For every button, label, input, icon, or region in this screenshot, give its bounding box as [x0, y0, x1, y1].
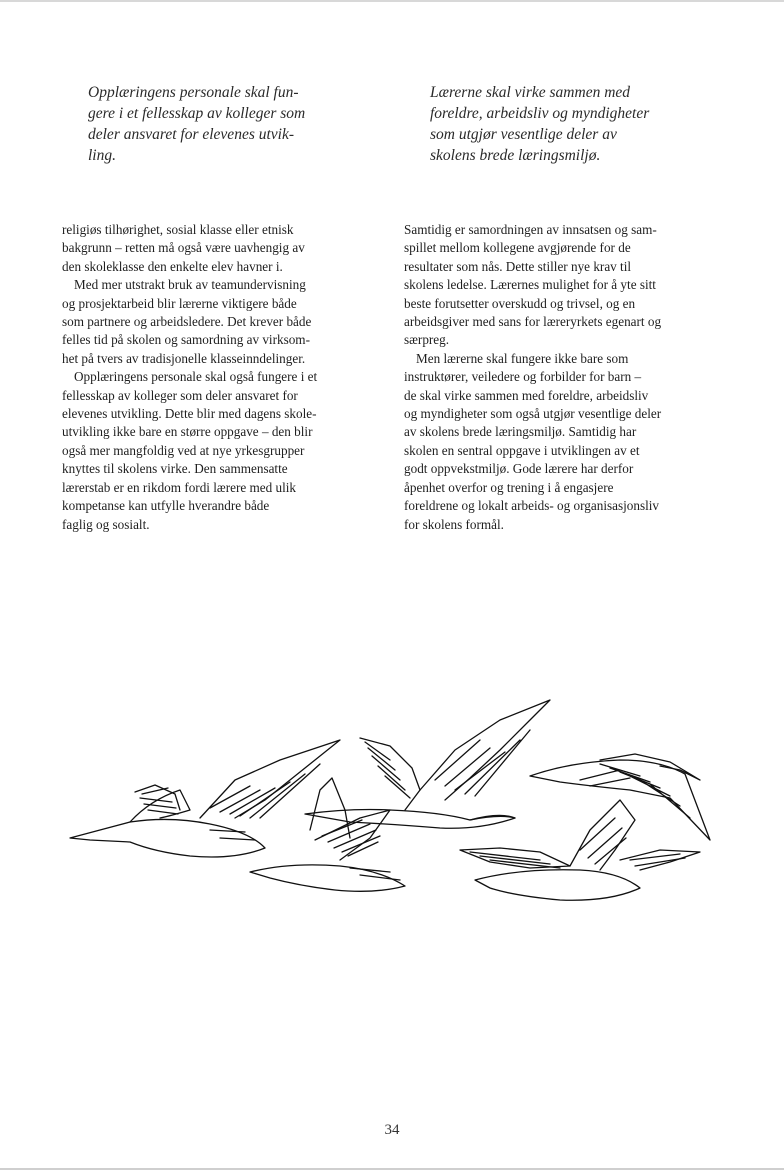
body-line: fellesskap av kolleger som deler ansvaret for	[62, 387, 298, 403]
body-line: lærerstab er en rikdom fordi lærere med ulik	[62, 479, 297, 495]
body-line: spillet mellom kollegene avgjørende for de	[404, 240, 631, 256]
body-line: felles tid på skolen og samordning av virksom-	[62, 332, 310, 348]
body-line: elevenes utvikling. Dette blir med dagens skole-	[62, 406, 317, 422]
goose-sketch	[305, 700, 550, 828]
body-line: foreldrene og lokalt arbeids- og organisasjonsliv	[404, 498, 660, 514]
body-line: utvikling ikke bare en større oppgave – den blir	[62, 424, 313, 440]
top-edge-rule	[0, 0, 784, 2]
body-line: bakgrunn – retten må også være uavhengig av	[62, 240, 305, 256]
flying-geese-icon	[60, 690, 720, 920]
pull-quote-line: som utgjør vesentlige deler av	[430, 126, 617, 143]
pull-quote-line: foreldre, arbeidsliv og myndigheter	[430, 105, 650, 122]
body-line: og myndigheter som også utgjør vesentlige deler	[404, 406, 662, 422]
body-line: de skal virke sammen med foreldre, arbeidsliv	[404, 387, 649, 403]
body-line: også mer mangfoldig ved at nye yrkesgrupper	[62, 442, 305, 458]
pull-quote-line: ling.	[88, 147, 116, 164]
body-line: resultater som nås. Dette stiller nye krav til	[404, 258, 632, 274]
body-line: kompetanse kan utfylle hverandre både	[62, 498, 270, 514]
body-line: og prosjektarbeid blir lærerne viktigere både	[62, 295, 297, 311]
body-line: het på tvers av tradisjonelle klasseinndelinger.	[62, 350, 306, 366]
pull-quote-line: gere i et fellesskap av kolleger som	[88, 105, 306, 122]
body-line: Samtidig er samordningen av innsatsen og sam-	[404, 222, 657, 237]
body-line: beste forutsetter overskudd og trivsel, og en	[404, 295, 636, 311]
body-column-left	[62, 221, 372, 534]
body-column-right	[404, 221, 724, 534]
pull-quote-right	[430, 82, 730, 166]
body-line: som partnere og arbeidsledere. Det krever både	[62, 314, 312, 330]
pull-quote-line: Lærerne skal virke sammen med	[430, 84, 631, 101]
body-line: godt oppvekstmiljø. Gode lærere har derfor	[404, 461, 634, 477]
page-number: 34	[384, 1122, 400, 1138]
body-line: Men lærerne skal fungere ikke bare som	[416, 350, 629, 366]
body-line: skolen en sentral oppgave i utviklingen av et	[404, 442, 640, 458]
body-line: skolens ledelse. Lærernes mulighet for å yte sitt	[404, 277, 656, 293]
pull-quote-line: skolens brede læringsmiljø.	[430, 147, 601, 164]
pull-quote-line: Opplæringens personale skal fun-	[88, 84, 299, 101]
goose-sketch	[250, 778, 405, 891]
body-line: åpenhet overfor og trening i å engasjere	[404, 479, 614, 495]
body-line: religiøs tilhørighet, sosial klasse eller etnisk	[62, 222, 294, 237]
body-line: den skoleklasse den enkelte elev havner i.	[62, 258, 283, 274]
body-line: av skolens brede læringsmiljø. Samtidig har	[404, 424, 637, 440]
body-line: Med mer utstrakt bruk av teamundervisning	[74, 277, 306, 293]
pull-quote-line: deler ansvaret for elevenes utvik-	[88, 126, 295, 143]
body-line: knyttes til skolens virke. Den sammensatte	[62, 461, 288, 477]
body-line: arbeidsgiver med sans for læreryrkets egenart og	[404, 314, 662, 330]
body-line: instruktører, veiledere og forbilder for barn –	[404, 369, 642, 385]
body-line: særpreg.	[404, 332, 450, 348]
goose-sketch	[70, 740, 340, 857]
goose-sketch	[530, 754, 710, 840]
body-line: Opplæringens personale skal også fungere i et	[74, 369, 318, 385]
body-line: for skolens formål.	[404, 516, 504, 532]
body-line: faglig og sosialt.	[62, 516, 150, 532]
pull-quote-left	[88, 82, 378, 166]
